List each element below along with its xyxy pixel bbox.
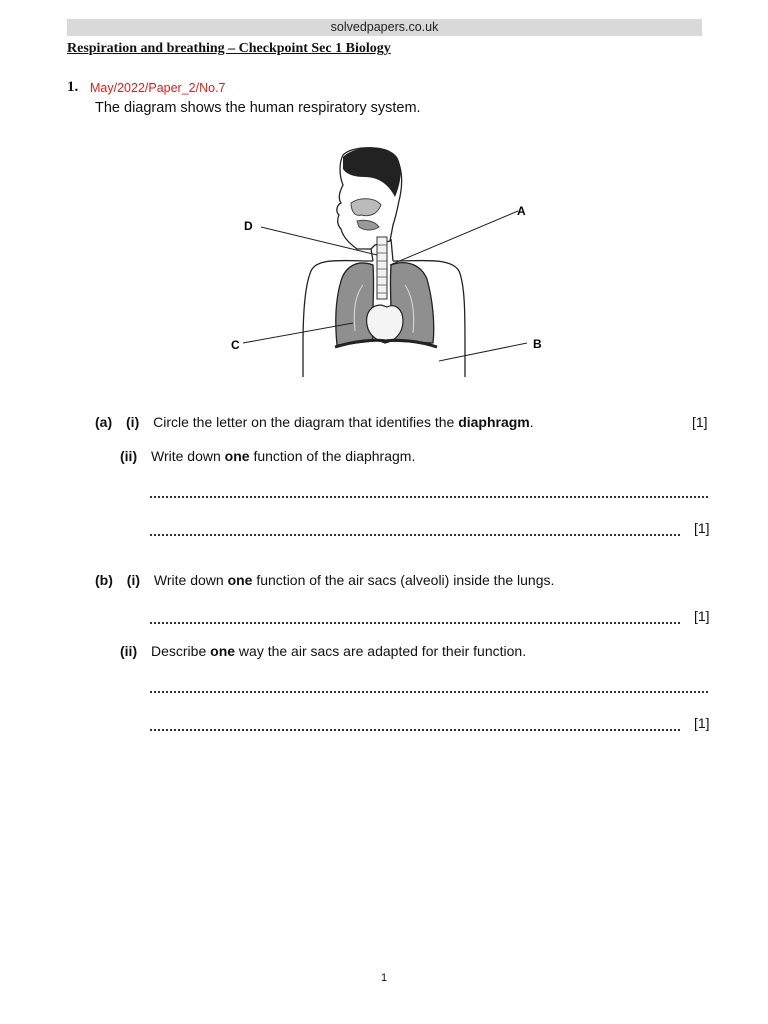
part-b-i-question — [95, 572, 554, 588]
pointer-line-a — [390, 211, 518, 265]
answer-line-a-ii-2[interactable] — [150, 534, 680, 536]
pointer-line-b — [439, 343, 527, 361]
site-name: solvedpapers.co.uk — [330, 20, 439, 34]
trachea — [377, 237, 387, 299]
diagram-label-c: C — [231, 338, 240, 352]
part-a-ii-text: Write down one function of the diaphragm. — [151, 448, 416, 464]
part-a-ii-question — [120, 448, 415, 464]
diagram-label-a: A — [517, 204, 526, 218]
part-a-i-mark: [1] — [692, 414, 708, 430]
part-a-ii-mark: [1] — [694, 520, 710, 536]
question-source: May/2022/Paper_2/No.7 — [90, 81, 226, 95]
page-number: 1 — [380, 972, 388, 984]
answer-line-b-ii-2[interactable] — [150, 729, 680, 731]
part-b-label: (b) — [95, 572, 113, 588]
part-a-i-question — [95, 414, 534, 430]
mouth-cavity — [357, 220, 379, 230]
part-b-ii-label: (ii) — [120, 643, 138, 659]
part-b-ii-mark: [1] — [694, 715, 710, 731]
site-header — [67, 19, 702, 36]
part-a-ii-label: (ii) — [120, 448, 138, 464]
part-b-ii-question — [120, 643, 526, 659]
part-a-i-text: Circle the letter on the diagram that identifies the diaphragm. — [153, 414, 534, 430]
hair — [343, 147, 401, 197]
diagram-label-d: D — [244, 219, 253, 233]
part-b-ii-text: Describe one way the air sacs are adapted for their function. — [151, 643, 527, 659]
question-intro: The diagram shows the human respiratory system. — [95, 100, 421, 116]
part-b-i-label: (i) — [126, 572, 140, 588]
answer-line-b-i-1[interactable] — [150, 622, 680, 624]
answer-line-b-ii-1[interactable] — [150, 691, 708, 693]
question-number: 1. — [67, 79, 79, 95]
part-a-i-label: (i) — [126, 414, 140, 430]
left-lung — [336, 263, 374, 345]
pointer-line-d — [261, 227, 377, 255]
part-b-i-text: Write down one function of the air sacs (alveoli) inside the lungs. — [153, 572, 555, 588]
respiratory-system-diagram — [225, 145, 555, 383]
part-a-label: (a) — [95, 414, 113, 430]
document-title: Respiration and breathing – Checkpoint Sec 1 Biology — [67, 41, 391, 56]
part-b-i-mark: [1] — [694, 608, 710, 624]
diagram-label-b: B — [533, 337, 542, 351]
nasal-cavity — [351, 199, 381, 216]
answer-line-a-ii-1[interactable] — [150, 496, 708, 498]
